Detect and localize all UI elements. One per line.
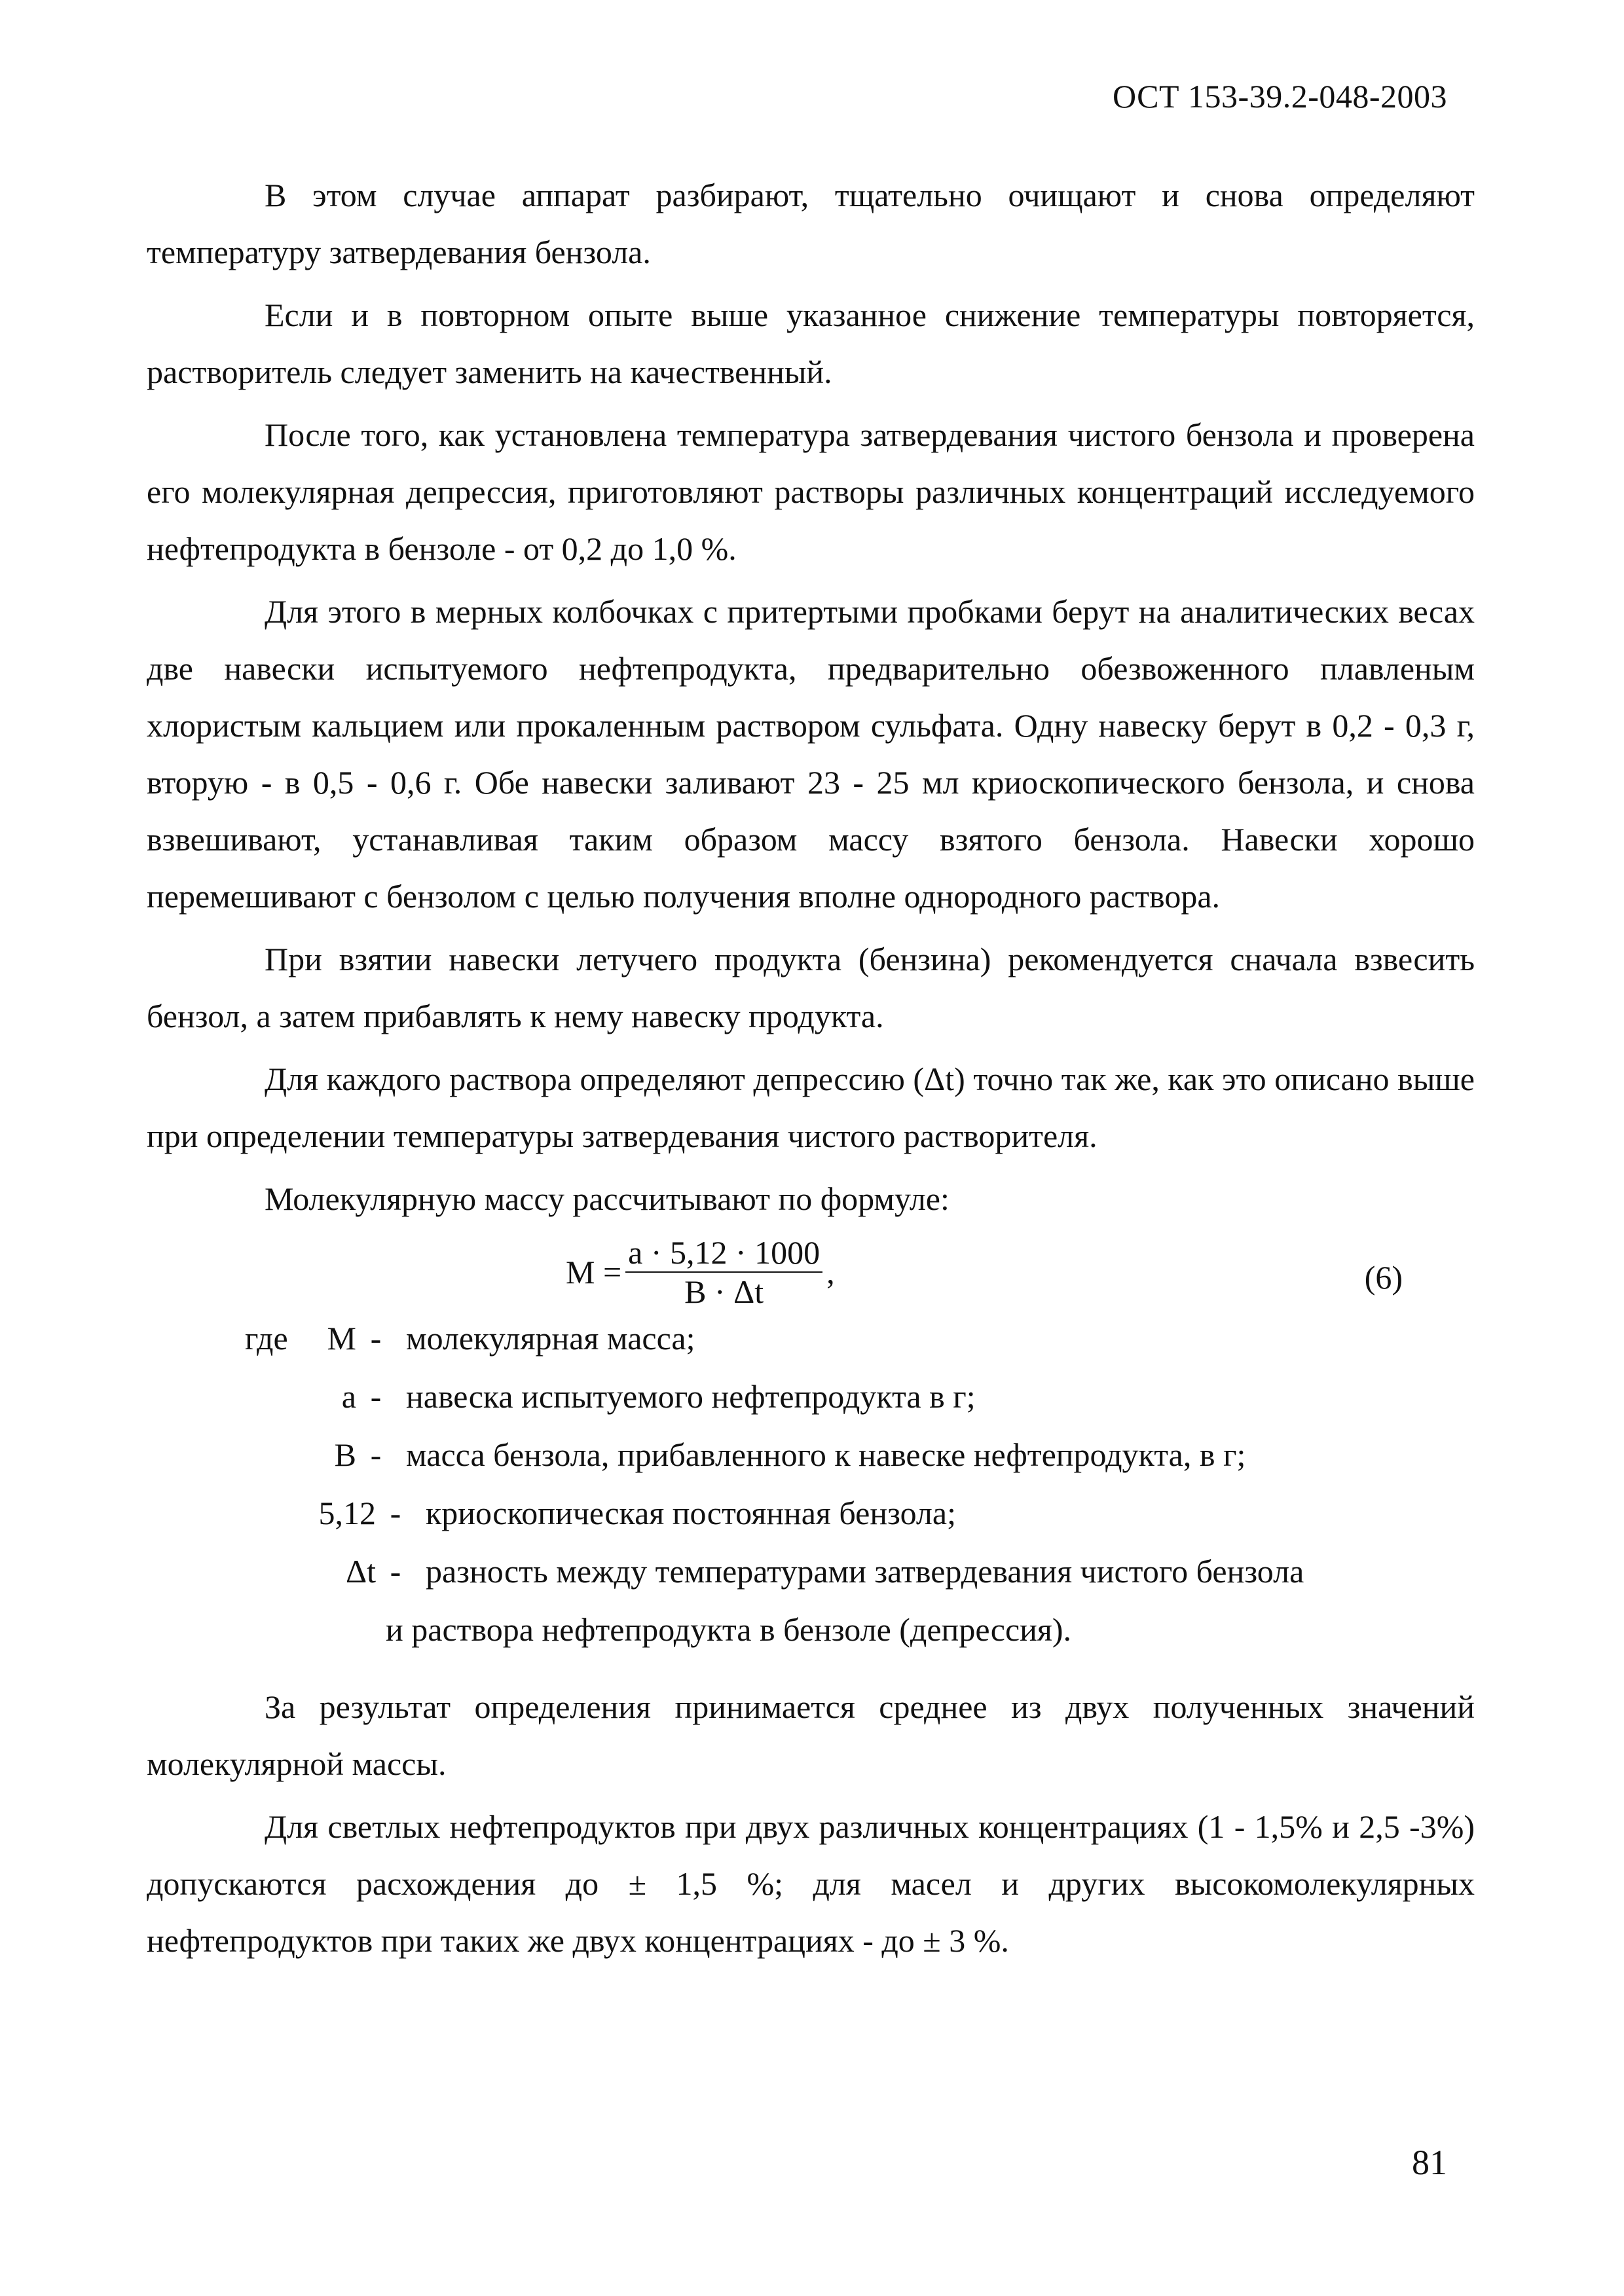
definition-row [147,1309,1475,1368]
definition-dash: - [370,1320,382,1357]
definition-description: навеска испытуемого нефтепродукта в г; [406,1378,976,1415]
definition-symbol: В [334,1436,356,1473]
definition-description: масса бензола, прибавленного к навеске нефтепродукта, в г; [406,1436,1246,1473]
definition-row [147,1542,1475,1601]
definition-dash: - [390,1495,401,1531]
definition-description: молекулярная масса; [406,1320,695,1357]
paragraph: Для каждого раствора определяют депрессию (Δt) точно так же, как это описано выше при определении температуры затвердевания чистого растворителя. [147,1061,1475,1154]
paragraph: Если и в повторном опыте выше указанное снижение температуры повторяется, растворитель следует заменить на качественный. [147,297,1475,390]
definition-dash: - [370,1378,382,1415]
definition-description: криоскопическая постоянная бензола; [426,1495,956,1531]
definition-continuation: и раствора нефтепродукта в бензоле (депрессия). [386,1611,1072,1648]
page-number: 81 [1412,2143,1447,2182]
molecular-mass-formula [566,1233,835,1311]
definition-symbol: Δt [345,1553,376,1590]
paragraph: После того, как установлена температура затвердевания чистого бензола и проверена его молекулярная депрессия, приготовляют растворы различных концентраций исследуемого нефтепродукта в бензоле - от 0,2 до 1,0 %. [147,416,1475,567]
paragraph: За результат определения принимается среднее из двух полученных значений молекулярной массы. [147,1688,1475,1782]
formula-comma: , [826,1253,835,1290]
formula-block [147,1233,1475,1310]
paragraph: В этом случае аппарат разбирают, тщательно очищают и снова определяют температуру затвердевания бензола. [147,177,1475,270]
definition-description: разность между температурами затвердевания чистого бензола [426,1553,1304,1590]
paragraph: Для светлых нефтепродуктов при двух различных концентрациях (1 - 1,5% и 2,5 -3%) допускаются расхождения до ± 1,5 %; для масел и других высокомолекулярных нефтепродуктов при таких же двух концентрациях - до ± 3 %. [147,1808,1475,1959]
definition-symbol: 5,12 [318,1495,376,1531]
definition-row [147,1484,1475,1542]
paragraph: Для этого в мерных колбочках с притертыми пробками берут на аналитических весах две навески испытуемого нефтепродукта, предварительно обезвоженного плавленым хлористым кальцием или прокаленным раствором сульфата. Одну навеску берут в 0,2 - 0,3 г, вторую - в 0,5 - 0,6 г. Обе навески заливают 23 - 25 мл криоскопического бензола, и снова взвешивают, устанавливая таким образом массу взятого бензола. Навески хорошо перемешивают с бензолом с целью получения вполне однородного раствора. [147,593,1475,915]
definition-symbol: а [341,1378,356,1415]
variable-definitions [147,1309,1475,1659]
document-code-header: ОСТ 153-39.2-048-2003 [1112,78,1447,115]
formula-fraction [625,1233,822,1311]
paragraph: Молекулярную массу рассчитывают по формуле: [265,1180,950,1217]
where-word: где [245,1320,288,1357]
definition-symbol: M [327,1320,356,1357]
definition-row [147,1426,1475,1484]
definition-dash: - [370,1436,382,1473]
formula-number: (6) [1364,1259,1403,1296]
definition-row [147,1368,1475,1426]
formula-denominator: B · Δt [684,1273,764,1310]
document-body [147,167,1475,1975]
definition-dash: - [390,1553,401,1590]
paragraph: При взятии навески летучего продукта (бензина) рекомендуется сначала взвесить бензол, а затем прибавлять к нему навеску продукта. [147,941,1475,1034]
formula-numerator: a · 5,12 · 1000 [625,1233,822,1273]
formula-lhs: M = [566,1253,622,1290]
